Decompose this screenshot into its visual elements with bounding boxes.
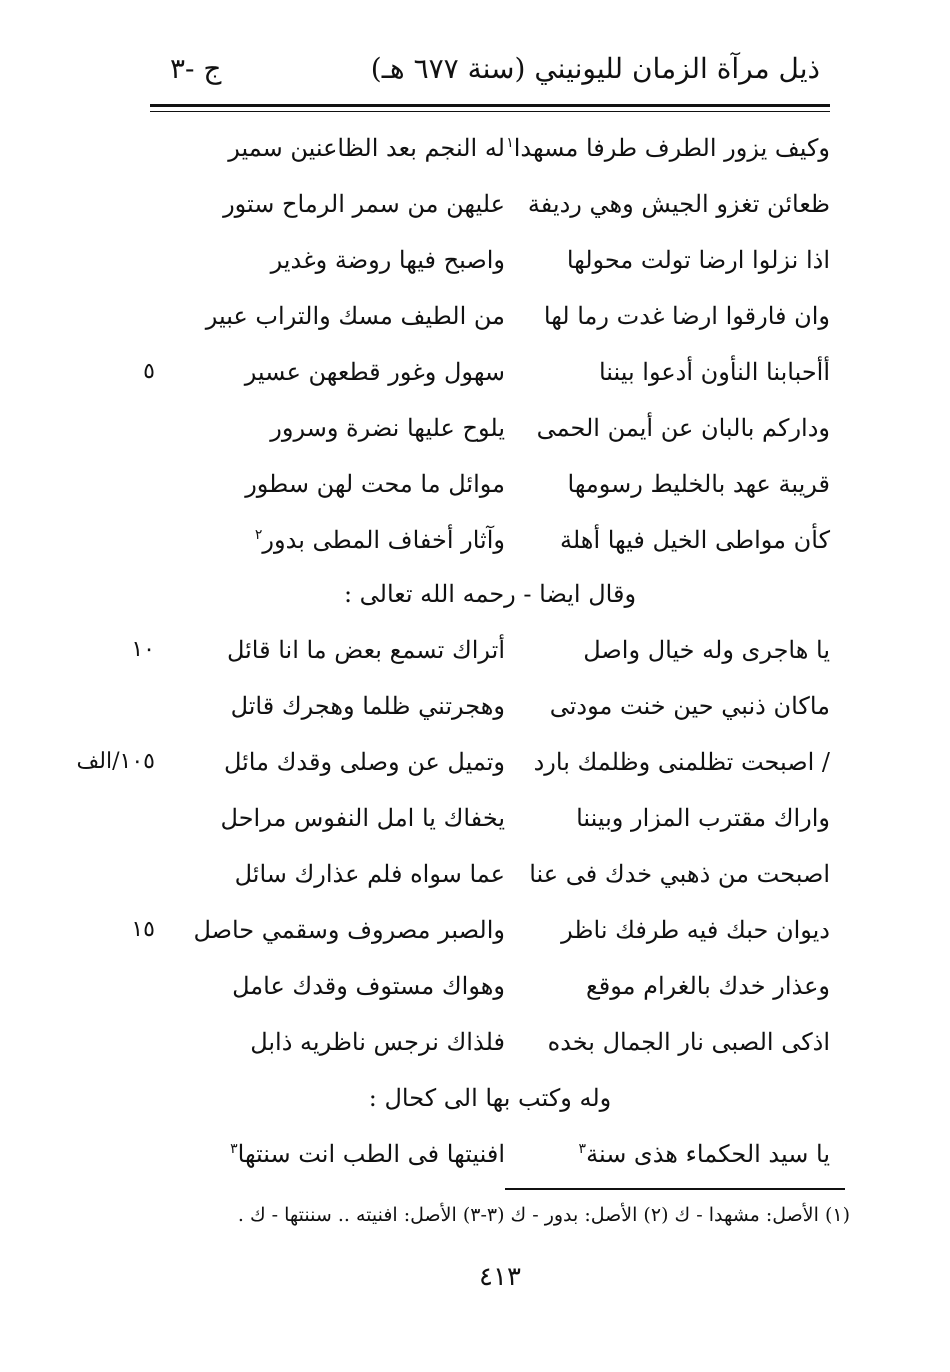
first-hemistich: وان فارقوا ارضا غدت رما لها [543,302,830,330]
verse-line [190,520,830,560]
footnote-marker: ٣ [578,1141,587,1157]
second-hemistich: وهجرتني ظلما وهجرك قاتل [230,692,505,720]
volume-part: ج -٣ [170,52,222,85]
second-hemistich: وهواك مستوف وقدك عامل [232,972,505,1000]
verse-line [190,128,830,168]
verse-line [190,352,830,392]
first-hemistich: اذا نزلوا ارضا تولت محولها [566,246,830,274]
second-hemistich: يلوح عليها نضرة وسرور [270,414,505,442]
header-rule [150,104,830,107]
first-hemistich: قريبة عهد بالخليط رسومها [567,470,830,498]
section-intro: وله وكتب بها الى كحال : [368,1084,612,1112]
verse-line [190,966,830,1006]
verse-line [190,630,830,670]
verse-line [190,240,830,280]
second-hemistich: وتميل عن وصلى وقدك مائل [223,748,505,776]
second-hemistich: فلذاك نرجس ناظريه ذابل [250,1028,505,1056]
second-hemistich: سهول وغور قطعهن عسير [244,358,505,386]
first-hemistich: يا هاجرى وله خيال واصل [583,636,830,664]
verse-line [190,184,830,224]
verse-line [190,742,830,782]
verse-line [190,1022,830,1062]
first-hemistich: أأحبابنا النأون أدعوا بيننا [598,358,830,386]
first-hemistich: ديوان حبك فيه طرفك ناظر [561,916,830,944]
second-hemistich: عما سواه فلم عذارك سائل [234,860,505,888]
page-number: ٤١٣ [479,1262,521,1292]
second-hemistich: افنيتها فى الطب انت سنتها$^٣$ [230,1140,505,1168]
first-hemistich: اصبحت من ذهبي خدك فى عنا [529,860,830,888]
second-hemistich: واصبح فيها روضة وغدير [270,246,505,274]
first-hemistich: يا سيد الحكماء هذى سنة$^٣$ [578,1140,830,1168]
section-intro: وقال ايضا - رحمه الله تعالى : [343,580,637,608]
book-title: ذيل مرآة الزمان لليونيني (سنة ٦٧٧ هـ) [370,52,820,85]
second-hemistich: والصبر مصروف وسقمي حاصل [193,916,505,944]
verse-line [190,910,830,950]
first-hemistich: / اصبحت تظلمنى وظلمك بارد [533,748,830,776]
first-hemistich: كأن مواطى الخيل فيها أهلة [559,526,830,554]
first-hemistich: وعذار خدك بالغرام موقع [585,972,830,1000]
footnotes: (١) الأصل: مشهدا - ك (٢) الأصل: بدور - ك (٣-٣) الأصل: افنيته .. سننتها - ك . [237,1204,850,1226]
line-number: ٥ [143,359,155,384]
footnote-marker: ٣ [230,1141,238,1157]
header-rule-thin [150,111,830,112]
verse-line [190,686,830,726]
first-hemistich: ودارکم بالبان عن أيمن الحمى [536,414,830,442]
second-hemistich: موائل ما محت لهن سطور [245,470,505,498]
second-hemistich: عليهن من سمر الرماح ستور [223,190,505,218]
verse-line [190,296,830,336]
first-hemistich: ماكان ذنبي حين خنت مودتى [549,692,830,720]
second-hemistich: له النجم بعد الظاعنين سمير [228,134,505,162]
line-number: ١٥ [131,917,155,942]
verse-line [190,408,830,448]
verse-line [190,798,830,838]
first-hemistich: ظعائن تغزو الجيش وهي رديفة [527,190,830,218]
verse-line [190,854,830,894]
line-number: ١٠ [131,637,155,662]
footnote-rule [505,1188,845,1190]
verse-line [190,464,830,504]
second-hemistich: وآثار أخفاف المطى بدور$^٢$ [254,526,505,554]
second-hemistich: من الطيف مسك والتراب عبير [205,302,505,330]
footnote-marker: ٢ [254,527,263,543]
footnote-marker: ١ [506,135,514,151]
first-hemistich: وكيف يزور الطرف طرفا مسهدا$^١$ [506,134,830,162]
second-hemistich: يخفاك يا امل النفوس مراحل [220,804,505,832]
first-hemistich: اذكى الصبى نار الجمال بخده [547,1028,830,1056]
second-hemistich: أتراك تسمع بعض ما انا قائل [226,636,505,664]
first-hemistich: واراك مقترب المزار وبيننا [576,804,830,832]
verse-line [190,1134,830,1174]
running-header [170,52,820,102]
folio-number: ١٠٥/الف [76,749,155,774]
